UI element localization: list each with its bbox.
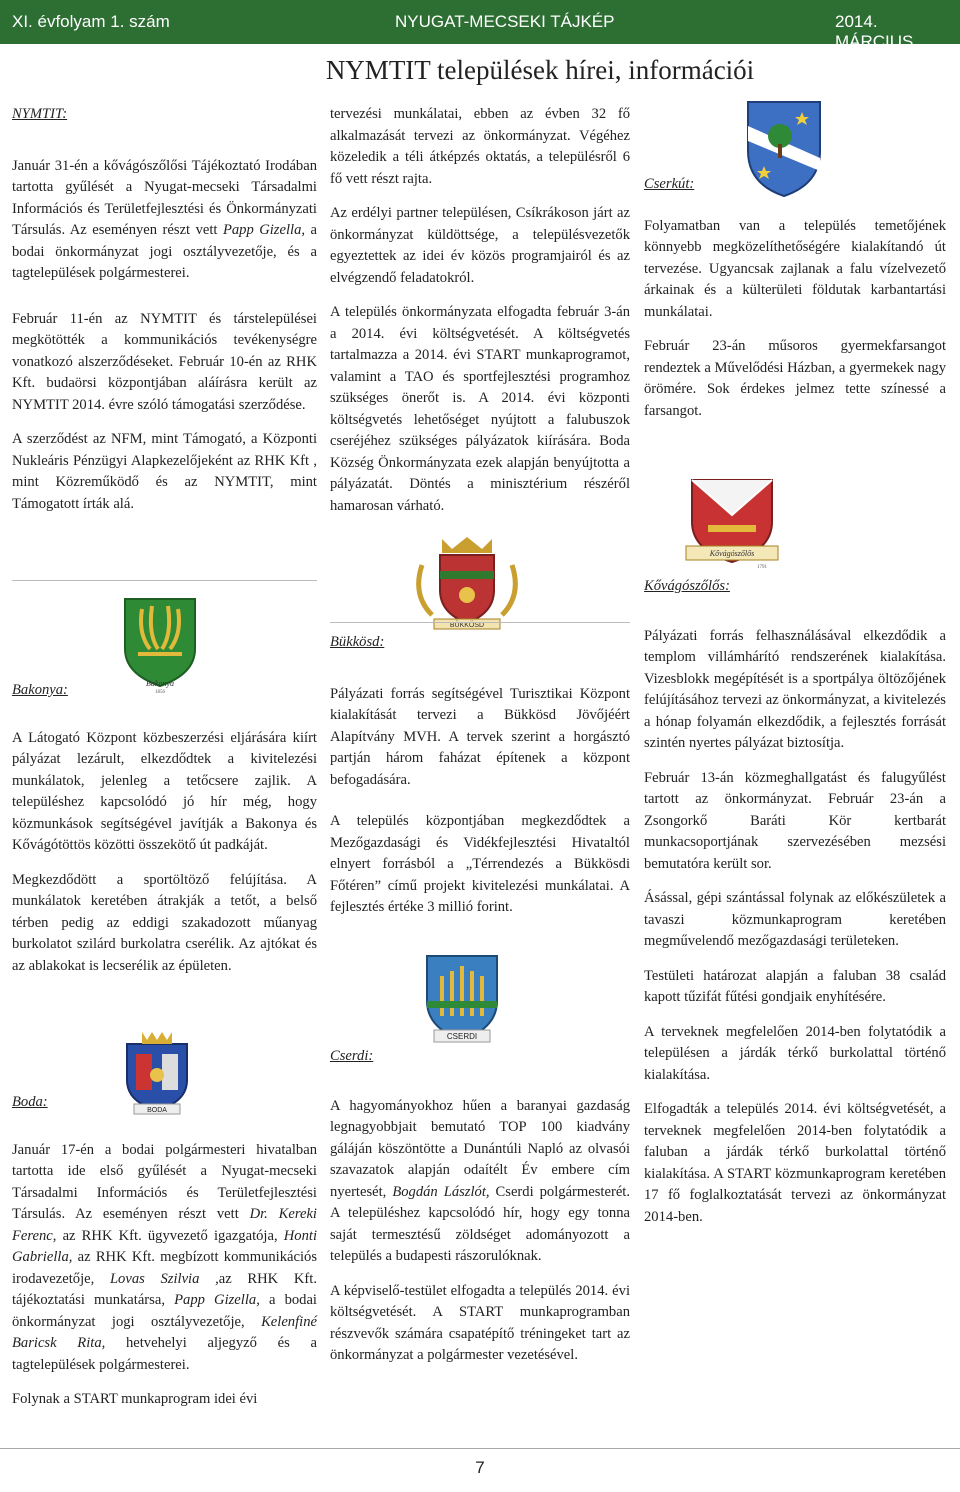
issue-date: 2014. MÁRCIUS [835, 12, 914, 51]
paragraph: Az erdélyi partner településen, Csíkrákoson járt az önkormányzat küldöttsége, a településvezetők egyeztettek az idei év közös programjairól és az elvégzendő feladatokról. [330, 205, 630, 286]
section-heading-bakonya: Bakonya: [12, 682, 68, 698]
svg-text:Bakonya: Bakonya [146, 679, 174, 688]
paragraph: Pályázati forrás segítségével Turisztikai Központ kialakítását tervezi a Bükkösd Jövőjéért Alapítvány MVH. A tervek szerint a horgásztó partján három faházat építenek a központ befogadására. [330, 685, 630, 788]
svg-text:BODA: BODA [147, 1107, 167, 1114]
column-1-boda [12, 1092, 317, 1424]
paragraph: tervezési munkálatai, ebben az évben 32 fő alkalmazását tervezi az önkormányzat. Végéhez közeledik a téli átképzés oktatás, a településről 6 fő vett részt rajta. [330, 106, 630, 187]
column-3-cserkut [644, 174, 946, 435]
cserdi-coat-of-arms-icon [412, 946, 512, 1046]
section-heading-nymtit: NYMTIT: [12, 106, 68, 122]
section-heading-cserkut: Cserkút: [644, 176, 695, 192]
section-heading-bukkosd: Bükkösd: [330, 634, 385, 650]
paragraph: Január 31-én a kővágószőlősi Tájékoztató Irodában tartotta gyűlését a Nyugat-mecseki Társadalmi Információs és Területfejlesztési és Önkormányzati Társulás. Az eseményen részt vett Papp Gizella, a bodai önkormányzat jogi osztályvezetője, és a tagtelepülések polgármesterei. [12, 157, 317, 281]
paragraph: Elfogadták a település 2014. évi költségvetését, a terveknek megfelelően 2014-ben folytatódik a faluban a járdák térkő burkolattal történő kialakítása. A START közmunkaprogram keretében 17 fő foglalkoztatását tervezi az önkormányzat 2014-ben. [644, 1101, 946, 1225]
svg-text:Kővágószőlős: Kővágószőlős [709, 549, 755, 558]
paragraph: Folyamatban van a település temetőjének könnyebb megközelíthetőségére kialakítandó út tervezése. Ugyancsak zajlanak a falu vízelvezető árkainak és a külterületi földutak karbantartási munkálatai. [644, 217, 946, 320]
column-1 [12, 104, 317, 528]
paragraph: Február 11-én az NYMTIT és társtelepülései megkötötték a kommunikációs tevékenységre vonatkozó alszerződéseket. Február 10-én az RHK Kft. budaörsi központjában aláírásra került az NYMTIT 2014. évre szóló támogatási szerződése. [12, 310, 317, 413]
paragraph: Február 23-án műsoros gyermekfarsangot rendeztek a Művelődési Házban, a gyermekek nagy örömére. Sok érdekes jelmez tette színessé a farsangot. [644, 338, 946, 419]
paragraph: Folynak a START munkaprogram idei évi [12, 1391, 258, 1407]
bakonya-coat-of-arms-icon [120, 594, 200, 694]
section-heading-cserdi: Cserdi: [330, 1048, 374, 1064]
svg-text:1856: 1856 [155, 690, 165, 694]
paragraph: Január 17-én a bodai polgármesteri hivatalban tartotta ide első gyűlését a Nyugat-mecseki Társadalmi Információs és Területfejlesztési Társulás. Az eseményen részt vett Dr. Kereki Ferenc, az RHK Kft. ügyvezető igazgatója, Honti Gabriella, az RHK Kft. megbízott kommunikációs irodavezetője, Lovas Szilvia ,az RHK Kft. tájékoztatási munkatársa, Papp Gizella, a bodai önkormányzat jogi osztályvezetője, Kelenfiné Baricsk Rita, hetvehelyi aljegyző és a tagtelepülések polgármesterei. [12, 1141, 317, 1373]
paragraph: A hagyományokhoz hűen a baranyai gazdaság legnagyobbjait bemutató TOP 100 kiadvány gáláján köszöntötte a Dunántúli Napló az olvasói szavazatok alapján odaítélt Év embere cím nyertesét, Bogdán Lászlót, Cserdi polgármesterét. A településhez kapcsolódó hír, hogy egy tonna saját termesztésű zöldséget adományozott a település a budapesti rászorulóknak. [330, 1097, 630, 1264]
page-title: NYMTIT települések hírei, információi [325, 55, 755, 85]
footer-divider [0, 1448, 960, 1449]
publication-title: NYUGAT-MECSEKI TÁJKÉP [395, 12, 615, 31]
divider [330, 622, 630, 623]
paragraph: Megkezdődött a sportöltöző felújítása. A munkálatok keretében átrakják a tetőt, a belső térben pedig az eddigi szakadozott műanyag burkolatot szilárd burkolatra cserélik. Az ajtókat és az ablakokat is lecserélik az épületen. [12, 871, 317, 974]
section-heading-boda: Boda: [12, 1094, 48, 1110]
paragraph: A képviselő-testület elfogadta a település 2014. évi költségvetését. A START munkaprogramban részvevők számára csapatépítő tréningeket tart az önkormányzat a polgármester vezetésével. [330, 1282, 630, 1363]
page-number: 7 [475, 1458, 485, 1477]
column-1-bakonya [12, 680, 317, 990]
bukkosd-coat-of-arms-icon [412, 535, 522, 631]
column-2 [330, 104, 630, 530]
section-heading-kovagoszolos: Kővágószőlős: [644, 578, 730, 594]
paragraph: A terveknek megfelelően 2014-ben folytatódik a településen a járdák térkő burkolattal történő kialakítása. [644, 1023, 946, 1083]
divider [12, 580, 317, 581]
column-2-cserdi [330, 1046, 630, 1380]
header-bar [0, 0, 960, 51]
issue-label: XI. évfolyam 1. szám [12, 12, 170, 31]
column-3-kovagoszolos [644, 576, 946, 1241]
paragraph: A település önkormányzata elfogadta február 3-án a 2014. évi költségvetését. A költségvetés tartalmazza a 2014. évi START munkaprogramot, valamint a TAO és sportfejlesztési programhoz szükséges önerőt is. A 2014. évi központi költségvetés lehetőséget nyújtott a falubuszok cseréjéhez szükséges pályázatok kiírására. Boda Község Önkormányzata ezek alapján benyújtotta a pályázatát. Döntés a minisztérium részéről hamarosan várható. [330, 304, 630, 514]
svg-text:1791: 1791 [757, 565, 767, 570]
paragraph: A Látogató Központ közbeszerzési eljárására kiírt pályázat lezárult, elkezdődtek a kivitelezési munkálatok, jelenleg a tetőcsere zajlik. A településhez kapcsolódó jó hír még, hogy közmunkások segítségével javítják a Bakonya és Kővágótöttös közötti összekötő út padkáját. [12, 729, 317, 853]
paragraph: Ásással, gépi szántással folynak az előkészületek a tavaszi közmunkaprogram keretében megművelendő mezőgazdasági területeken. [644, 890, 946, 949]
paragraph: Pályázati forrás felhasználásával elkezdődik a templom villámhárító rendszerének kialakítása. Vizesblokk megépítését is a sportpálya öltözőjének felújításához tervezi az önkormányzat, a kivitelezés a hónap folyamán elkezdődik, a fejlesztés forrását szintén nyertes pályázat biztosítja. [644, 627, 946, 751]
kovagoszolos-coat-of-arms-icon [678, 470, 786, 570]
column-2-bukkosd [330, 632, 630, 932]
paragraph: A település központjában megkezdődtek a Mezőgazdasági és Vidékfejlesztési Hivataltól elnyert forrásból a „Térrendezés a Bükkösdi Főtéren” című projekt kivitelezési munkálatai. A fejlesztés értéke 3 millió forint. [330, 813, 630, 915]
paragraph: A szerződést az NFM, mint Támogató, a Központi Nukleáris Pénzügyi Alapkezelőjeként az RHK Kft , mint Közreműködő és az NYMTIT, mint Támogatott írták alá. [12, 431, 317, 512]
paragraph: Február 13-án közmeghallgatást és falugyűlést tartott az önkormányzat. Február 23-án a Zsongorkő Baráti Kör kertbarát munkacsoportjának szervezésében mezsési bemutatóra került sor. [644, 769, 946, 872]
svg-text:BÜKKÖSD: BÜKKÖSD [449, 622, 485, 629]
svg-text:CSERDI: CSERDI [446, 1032, 478, 1041]
paragraph: Testületi határozat alapján a faluban 38 család kapott tűzifát fűtési gondjaik enyhítésére. [644, 967, 946, 1005]
